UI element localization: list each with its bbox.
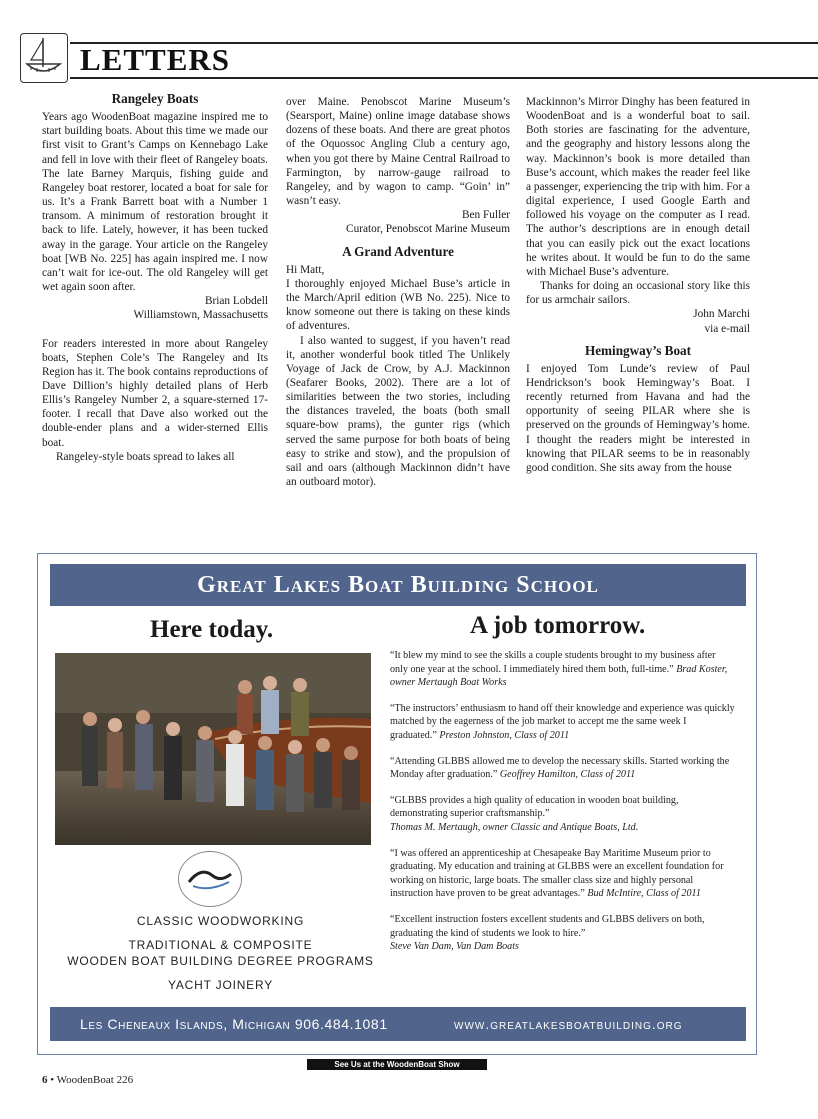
testimonial [390,649,735,690]
letter-paragraph: Rangeley-style boats spread to lakes all [56,450,235,463]
program-item: YACHT JOINERY [167,978,274,992]
letter-signature-via: via e-mail [704,322,750,335]
testimonial-author: Steve Van Dam, Van Dam Boats [390,941,519,953]
letter-signature-place: Williamstown, Massachusetts [133,309,268,322]
letter-paragraph: For readers interested in more about Rangeley boats, Stephen Cole’s The Rangeley and Its Region has it. The book contains reproductions of Dave Dillion’s highly detailed plans of Herb Ellis’s Rangeley Number 2, a square-sterned 17-footer. I recall that Dave also worked out the double-ender plans and a wider-sterned Ellis boat. [42,337,268,449]
testimonial-text: “I was offered an apprenticeship at Chesapeake Bay Maritime Museum prior to graduating. My education and training at GLBBS were an excellent foundation for working on historic, large boats. The smaller class size and highly personal instruction have proven to be great advantages.” [390,847,724,900]
letter-signature-name: Brian Lobdell [204,295,268,308]
program-item: CLASSIC WOODWORKING [136,914,305,928]
school-logo [178,851,242,907]
letter-salutation: Hi Matt, [286,263,325,276]
testimonial-text: “GLBBS provides a high quality of education in wooden boat building, demonstrating superior craftsmanship.” [390,794,679,820]
letters-column-1 [42,90,268,464]
letter-paragraph: I thoroughly enjoyed Michael Buse’s article in the March/April edition (WB No. 225). Nice to know someone out there is taking on these kinds of adventures. [286,277,510,333]
testimonial-author: Preston Johnston, Class of 2011 [439,729,570,741]
testimonial-text: “It blew my mind to see the skills a couple students brought to my business after only one year at the school. I immediately hired them both, full-time.” [390,650,716,675]
magazine-issue: WoodenBoat 226 [56,1074,134,1086]
letter-signature-name: John Marchi [693,308,750,321]
letter-paragraph: I also wanted to suggest, if you haven’t read it, another wonderful book titled The Unlikely Voyage of Jack de Crow, by A.J. Mackinnon (Seafarer Books, 2002). There are a lot of similarities between the two stories, including the distances traveled, the boats (both small square-bow prams), the gunter rigs (which served the same purpose for both boats of being easy to strike and stow), and the propulsion of sail and oars (although Mackinnon didn’t have an outboard motor). [286,334,510,489]
ad-banner-title: Great Lakes Boat Building School [50,564,746,606]
show-tag: See Us at the WoodenBoat Show [307,1059,487,1070]
testimonial [390,847,735,901]
testimonial-author: Brad Koster, owner Mertaugh Boat Works [390,663,728,689]
letter-signature-title: Curator, Penobscot Marine Museum [346,223,510,236]
testimonial-author: Thomas M. Mertaugh, owner Classic and Antique Boats, Ltd. [390,821,639,833]
ad-headline-left: Here today. [150,616,274,643]
section-title: LETTERS [80,42,231,77]
testimonials-list [390,649,735,966]
testimonial [390,794,735,835]
letter-paragraph: Years ago WoodenBoat magazine inspired me to start building boats. About this time we made our first visit to Grant’s Camps on Kennebago Lake and fell in love with their fleet of Rangeley boats. The late Barney Marquis, fishing guide and Rangeley boat restorer, located a boat for sale for us. It’s a Frank Barrett boat with a Number 1 transom. A minimum of restoration brought it back to life. Lately, however, it has been tucked away in the garage. Your article on the Rangeley boat [WB No. 225] has again inspired me. I now can’t wait for ice-out. The old Rangeley will get wet again soon after. [42,111,268,294]
ad-website-link[interactable]: www.greatlakesboatbuilding.org [454,1016,683,1032]
testimonial-author: Geoffrey Hamilton, Class of 2011 [499,769,636,781]
testimonial [390,913,735,954]
boat-logo-icon [21,34,66,81]
letter-heading: A Grand Adventure [342,243,454,259]
program-item: TRADITIONAL & COMPOSITE [128,938,313,952]
ad-contact-band [50,1007,746,1041]
letter-paragraph: Thanks for doing an occasional story like this for us armchair sailors. [526,280,750,307]
letter-heading: Hemingway’s Boat [584,342,692,358]
section-logo [20,33,68,83]
testimonial [390,702,735,743]
testimonial [390,755,735,782]
ad-location-phone: Les Cheneaux Islands, Michigan 906.484.1081 [80,1016,388,1032]
testimonial-text: “Attending GLBBS allowed me to develop the necessary skills. Started working the Monday after graduation.” [390,755,730,781]
students-group-photo [55,653,371,845]
letters-column-3 [526,95,750,475]
wave-boat-logo-icon [179,852,240,905]
letters-column-2 [286,95,510,489]
letter-paragraph: I enjoyed Tom Lunde’s review of Paul Hendrickson’s book Hemingway’s Boat. I recently returned from Havana and had the opportunity of seeing PILAR where she is preserved on the grounds of Hemingway’s home. I thought the readers might be interested in knowing that PILAR seems to be in reasonably good condition. She sits away from the house [526,362,750,474]
letter-paragraph: over Maine. Penobscot Marine Museum’s (Searsport, Maine) online image database shows dozens of these boats. And there are great photos of the Oquossoc Angling Club a century ago, when you got there by Maine Central Railroad to Farmington, by narrow-gauge railroad to Rangeley, and by wagon to camp. “Goin’ in” wasn’t easy. [286,96,510,208]
program-item: WOODEN BOAT BUILDING DEGREE PROGRAMS [67,954,374,968]
footer-bullet: • [50,1074,55,1086]
page-footer [42,1074,133,1086]
page-number: 6 [42,1074,48,1086]
letter-signature-name: Ben Fuller [461,209,510,222]
school-advertisement [37,553,757,1055]
letter-paragraph: Mackinnon’s Mirror Dinghy has been featured in WoodenBoat and is a wonderful boat to sail. Both stories are fascinating for the adventure, and the geography and history lessons along the way. Mackinnon’s book is more detailed than Buse’s account, which makes the reader feel like a passenger, experiencing the trip with him. For a digital experience, I used Google Earth and followed his voyage on the computer as I read. The author’s descriptions are in enough detail that you can easily pick out the exact locations he writes about. It would be fun to do the same with Michael Buse’s adventure. [526,96,750,278]
ad-headline-right: A job tomorrow. [470,612,646,639]
testimonial-author: Bud McIntire, Class of 2011 [587,888,701,900]
testimonial-text: “Excellent instruction fosters excellent students and GLBBS delivers on both, graduating the kind of students we look to hire.” [390,913,705,939]
testimonial-text: “The instructors’ enthusiasm to hand off their knowledge and experience was quickly matched by the eagerness of the job market to accept me the same week I graduated.” [390,702,735,741]
letter-heading: Rangeley Boats [111,91,199,106]
